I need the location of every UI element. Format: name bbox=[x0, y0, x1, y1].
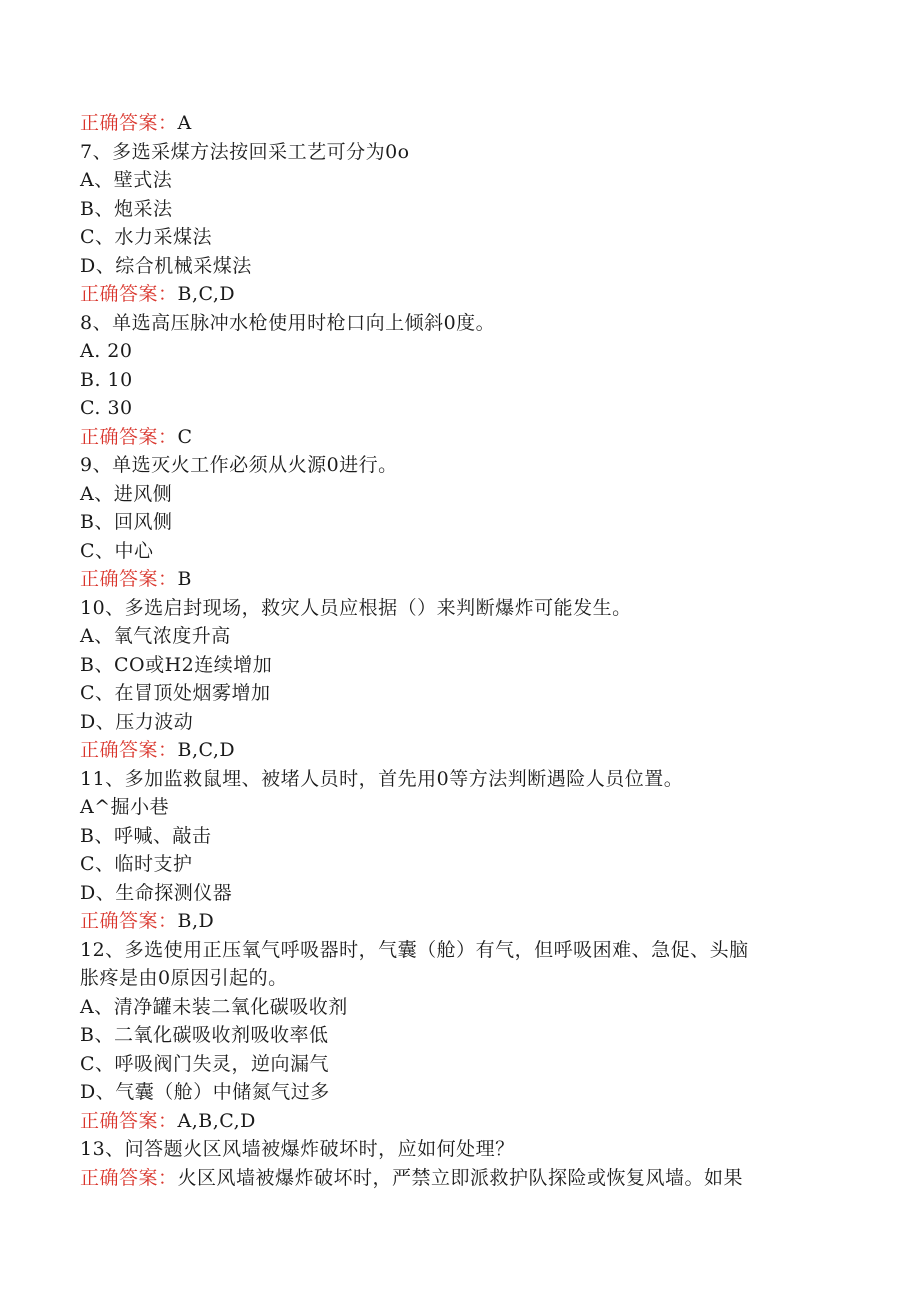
document-page bbox=[80, 109, 820, 1192]
answer-value: A bbox=[177, 112, 192, 134]
question-text: 胀疼是由0原因引起的。 bbox=[80, 967, 288, 989]
option-text: D、生命探测仪器 bbox=[80, 881, 233, 904]
answer-value: B,C,D bbox=[177, 283, 236, 305]
answer-value: B,C,D bbox=[177, 739, 236, 761]
answer-label: 正确答案： bbox=[80, 910, 178, 932]
answer-value: A,B,C,D bbox=[177, 1109, 256, 1132]
answer-line bbox=[80, 109, 820, 138]
option-text: A、清净罐未装二氧化碳吸收剂 bbox=[80, 995, 348, 1018]
option-text: D、气囊（舱）中储氮气过多 bbox=[80, 1081, 330, 1103]
option-text: A、进风侧 bbox=[80, 482, 173, 505]
option-text: A. 20 bbox=[80, 340, 133, 362]
option-text: A、壁式法 bbox=[80, 169, 173, 191]
answer-label: 正确答案： bbox=[80, 283, 178, 305]
option-text: C. 30 bbox=[80, 397, 133, 419]
question-text: 8、单选高压脉冲水枪使用时枪口向上倾斜0度。 bbox=[80, 311, 496, 334]
answer-line bbox=[80, 1164, 820, 1193]
option-text: B、回风侧 bbox=[80, 511, 173, 533]
answer-line bbox=[80, 565, 820, 594]
answer-label: 正确答案： bbox=[80, 112, 178, 134]
question-text: 13、问答题火区风墙被爆炸破坏时，应如何处理？ bbox=[80, 1138, 515, 1160]
option-text: C、在冒顶处烟雾增加 bbox=[80, 682, 271, 704]
option-text: D、综合机械采煤法 bbox=[80, 254, 252, 277]
answer-line bbox=[80, 736, 820, 765]
answer-line bbox=[80, 280, 820, 309]
option-text: C、呼吸阀门失灵，逆向漏气 bbox=[80, 1052, 330, 1075]
option-text: B. 10 bbox=[80, 368, 133, 391]
option-text: A、氧气浓度升高 bbox=[80, 625, 231, 647]
option-text: B、呼喊、敲击 bbox=[80, 824, 212, 847]
answer-value: B,D bbox=[177, 910, 215, 932]
option-text: C、水力采煤法 bbox=[80, 226, 213, 248]
answer-label: 正确答案： bbox=[80, 1166, 178, 1189]
answer-line bbox=[80, 907, 820, 936]
answer-value: 火区风墙被爆炸破坏时，严禁立即派救护队探险或恢复风墙。如果 bbox=[177, 1166, 744, 1189]
option-text: B、二氧化碳吸收剂吸收率低 bbox=[80, 1024, 329, 1046]
option-text: C、临时支护 bbox=[80, 853, 193, 875]
answer-value: B bbox=[177, 568, 192, 590]
answer-label: 正确答案： bbox=[80, 568, 178, 590]
option-text: A^掘小巷 bbox=[80, 796, 170, 818]
answer-line bbox=[80, 1107, 820, 1136]
answer-label: 正确答案： bbox=[80, 739, 178, 761]
option-text: D、压力波动 bbox=[80, 710, 194, 733]
option-text: C、中心 bbox=[80, 539, 154, 562]
question-text: 12、多选使用正压氧气呼吸器时，气囊（舱）有气，但呼吸困难、急促、头脑 bbox=[80, 938, 749, 961]
question-text: 7、多选采煤方法按回采工艺可分为0o bbox=[80, 140, 410, 163]
option-text: B、CO或H2连续增加 bbox=[80, 653, 273, 676]
answer-label: 正确答案： bbox=[80, 1109, 178, 1132]
question-text: 10、多选启封现场，救灾人员应根据（）来判断爆炸可能发生。 bbox=[80, 596, 632, 619]
answer-label: 正确答案： bbox=[80, 425, 178, 448]
question-text: 9、单选灭火工作必须从火源0进行。 bbox=[80, 454, 398, 476]
option-text: B、炮采法 bbox=[80, 197, 173, 220]
question-text: 11、多加监救鼠埋、被堵人员时，首先用0等方法判断遇险人员位置。 bbox=[80, 767, 684, 790]
answer-line bbox=[80, 423, 820, 452]
answer-value: C bbox=[177, 425, 193, 448]
